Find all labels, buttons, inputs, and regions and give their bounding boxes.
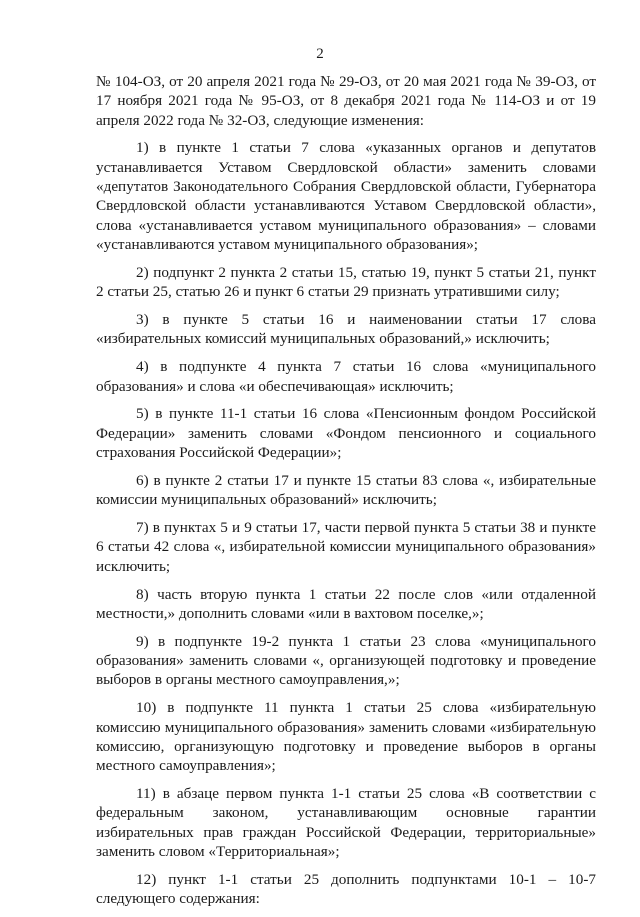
paragraph-item-12: 12) пункт 1-1 статьи 25 дополнить подпунктами 10-1 – 10-7 следующего содержания:: [96, 870, 596, 908]
paragraph-item-3: 3) в пункте 5 статьи 16 и наименовании статьи 17 слова «избирательных комиссий муниципальных образований,» исключить;: [96, 311, 596, 348]
paragraph-item-2: 2) подпункт 2 пункта 2 статьи 15, статью 19, пункт 5 статьи 21, пункт 2 статьи 25, статью 26 и пункт 6 статьи 29 признать утратившими силу;: [96, 263, 596, 301]
paragraph-item-11: 11) в абзаце первом пункта 1-1 статьи 25 слова «В соответствии с федеральным законом, устанавливающим основные гарантии избирательных прав граждан Российской Федерации, территориальные» заменить словом «Территориальная»;: [96, 785, 596, 860]
paragraph-continuation: № 104-ОЗ, от 20 апреля 2021 года № 29-ОЗ, от 20 мая 2021 года № 39-ОЗ, от 17 ноября 2021 года № 95-ОЗ, от 8 декабря 2021 года № 114-ОЗ и от 19 апреля 2022 года № 32-ОЗ, следующие изменения:: [96, 73, 596, 129]
document-body: [96, 72, 596, 917]
paragraph-item-7: 7) в пунктах 5 и 9 статьи 17, части первой пункта 5 статьи 38 и пункте 6 статьи 42 слова «, избирательной комиссии муниципального образования» исключить;: [96, 519, 596, 575]
paragraph-item-5: 5) в пункте 11-1 статьи 16 слова «Пенсионным фондом Российской Федерации» заменить словами «Фондом пенсионного и социального страхования Российской Федерации»;: [96, 405, 596, 462]
paragraph-item-8: 8) часть вторую пункта 1 статьи 22 после слов «или отдаленной местности,» дополнить словами «или в вахтовом поселке,»;: [96, 585, 596, 622]
paragraph-item-10: 10) в подпункте 11 пункта 1 статьи 25 слова «избирательную комиссию муниципального образования» заменить словами «избирательную комиссию, организующую подготовку и проведение выборов в органы местного самоуправления»;: [96, 699, 596, 775]
paragraph-item-4: 4) в подпункте 4 пункта 7 статьи 16 слова «муниципального образования» и слова «и обеспечивающая» исключить;: [96, 358, 596, 395]
paragraph-item-1: 1) в пункте 1 статьи 7 слова «указанных органов и депутатов устанавливается Уставом Свердловской области» заменить словами «депутатов Законодательного Собрания Свердловской области, Губернатора Свердловской области устанавливаются Уставом Свердловской области», слова «устанавливается уставом муниципального образования» – словами «устанавливаются уставом муниципального образования»;: [96, 139, 596, 253]
paragraph-item-6: 6) в пункте 2 статьи 17 и пункте 15 статьи 83 слова «, избирательные комиссии муниципальных образований» исключить;: [96, 471, 596, 509]
page-number: 2: [316, 46, 324, 62]
paragraph-item-9: 9) в подпункте 19-2 пункта 1 статьи 23 слова «муниципального образования» заменить словами «, организующей подготовку и проведение выборов в органы местного самоуправления,»;: [96, 632, 596, 689]
